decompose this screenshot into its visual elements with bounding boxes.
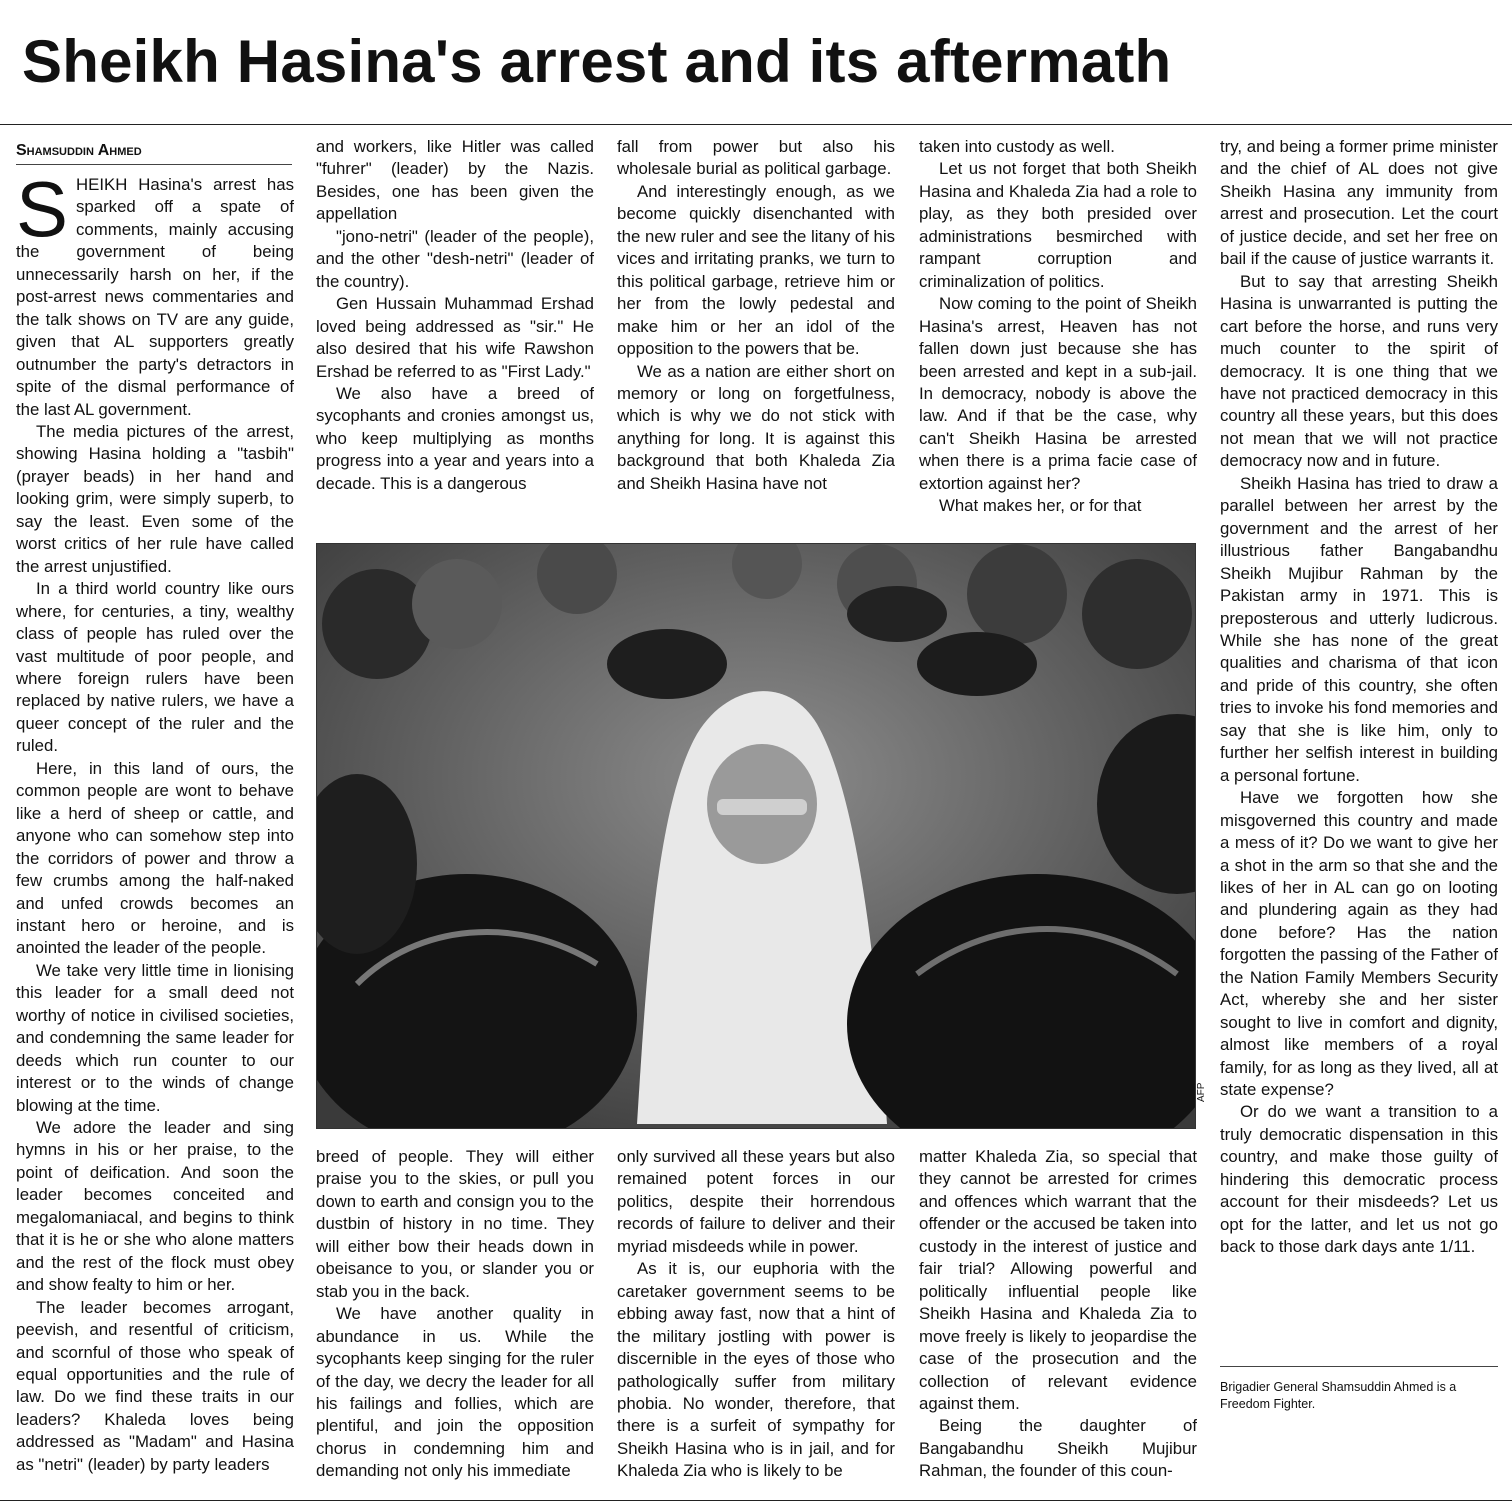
paragraph: Sheikh Hasina has tried to draw a parallel between her arrest by the government and the arrest of her illustrious father Bangabandhu Sheikh Mujibur Rahman by the Pakistan army in 1971. This is preposterous and utterly ludicrous. While she has none of the great qualities and charisma of that icon and pride of this country, she often tries to invoke his fond memories and say that she is like him, only to further her selfish interest in building a personal fortune.: [1220, 473, 1498, 785]
column-5: [1220, 136, 1498, 1358]
paragraph: matter Khaleda Zia, so special that they cannot be arrested for crimes and offences which warrant that the offender or the accused be taken into custody in the interest of justice and fair trial? Allowing powerful and politically influential people like Sheikh Hasina and Khaleda Zia to move freely is likely to jeopardise the case of the prosecution and the collection of relevant evidence against them.: [919, 1147, 1197, 1413]
paragraph: Being the daughter of Bangabandhu Sheikh Mujibur Rahman, the founder of this coun-: [919, 1416, 1197, 1481]
column-4-top: [919, 136, 1197, 520]
headline: Sheikh Hasina's arrest and its aftermath: [22, 28, 1172, 95]
paragraph: The media pictures of the arrest, showing Hasina holding a "tasbih" (prayer beads) in her hand and looking grim, were simply superb, to say the least. Even some of the worst critics of her rule have called the arrest unjustified.: [16, 421, 294, 576]
bottom-rule: [0, 1500, 1512, 1501]
column-2-bottom: [316, 1146, 594, 1486]
paragraph: In a third world country like ours where, for centuries, a tiny, wealthy class of people has ruled over the vast multitude of poor people, and where foreign rulers have been replaced by native rulers, we have a queer concept of the ruler and the ruled.: [16, 579, 294, 756]
paragraph: We also have a breed of sycophants and cronies amongst us, who keep multiplying as months progress into a year and years into a decade. This is a dangerous: [316, 383, 594, 493]
dropcap: S: [16, 174, 69, 253]
paragraph: "jono-netri" (leader of the people), and the other "desh-netri" (leader of the country).: [316, 226, 594, 291]
byline: Shamsuddin Ahmed: [16, 140, 292, 165]
paragraph: As it is, our euphoria with the caretaker government seems to be ebbing away fast, now that a hint of the military jostling with power is discernible in the eyes of those who pathologically suffer from military phobia. No wonder, therefore, that there is a surfeit of sympathy for Sheikh Hasina who is in jail, and for Khaleda Zia who is likely to be: [617, 1259, 895, 1481]
paragraph: fall from power but also his wholesale burial as political garbage.: [617, 137, 895, 179]
paragraph: Have we forgotten how she misgoverned this country and made a mess of it? Do we want to give her a shot in the arm so that she and the likes of her in AL can go on looting and plundering again as they had done before? Has the nation forgotten the passing of the Father of the Nation Family Members Security Act, whereby she and her sister sought to live in comfort and dignity, almost like members of a royal family, for as long as they lived, all at state expense?: [1220, 788, 1498, 1100]
paragraph: Here, in this land of ours, the common people are wont to behave like a herd of sheep or cattle, and anyone who can somehow step into the corridors of power and throw a few crumbs among the half-naked and unfed crowds becomes an instant hero or heroine, and is anointed the leader of the people.: [16, 758, 294, 958]
author-bio: Brigadier General Shamsuddin Ahmed is a Freedom Fighter.: [1220, 1366, 1498, 1413]
paragraph: We as a nation are either short on memory or long on forgetfulness, which is why we do not stick with anything for long. It is against this background that both Khaleda Zia and Sheikh Hasina have not: [617, 361, 895, 493]
column-4-bottom: [919, 1146, 1197, 1486]
paragraph: breed of people. They will either praise you to the skies, or pull you down to earth and consign you to the dustbin of history in no time. They will either bow their heads down in obeisance to you, or slander you or stab you in the back.: [316, 1147, 594, 1301]
paragraph: We take very little time in lionising this leader for a small deed not worthy of notice in civilised societies, and condemning the same leader for deeds which run counter to our interest or to the winds of change blowing at the time.: [16, 960, 294, 1115]
paragraph: try, and being a former prime minister and the chief of AL does not give Sheikh Hasina any immunity from arrest and prosecution. Let the court of justice decide, and set her free on bail if the cause of justice warrants it.: [1220, 137, 1498, 269]
column-2-top: [316, 136, 594, 520]
paragraph: SHEIKH Hasina's arrest has sparked off a spate of comments, mainly accusing the government of being unnecessarily harsh on her, if the post-arrest news commentaries and the talk shows on TV are any guide, given that AL supporters greatly outnumber the party's detractors in spite of the dismal performance of the last AL government.: [16, 174, 294, 419]
paragraph: Or do we want a transition to a truly democratic dispensation in this country, and make those guilty of hindering this democratic process account for their misdeeds? Let us opt for the latter, and let us not go back to those dark days ante 1/11.: [1220, 1102, 1498, 1257]
photo-credit: AFP: [1196, 1082, 1207, 1102]
column-1: [16, 174, 294, 1484]
paragraph: only survived all these years but also remained potent forces in our politics, despite their horrendous records of failure to deliver and their myriad misdeeds while in power.: [617, 1147, 895, 1256]
paragraph: And interestingly enough, as we become quickly disenchanted with the new ruler and see the litany of his vices and irritating pranks, we turn to this political garbage, retrieve him or her from the lowly pedestal and make him or her an idol of the opposition to the powers that be.: [617, 181, 895, 359]
paragraph: What makes her, or for that: [939, 496, 1142, 516]
paragraph: Gen Hussain Muhammad Ershad loved being addressed as "sir." He also desired that his wife Rawshon Ershad be referred to as "First Lady.": [316, 294, 594, 381]
column-3-bottom: [617, 1146, 895, 1486]
top-rule: [0, 124, 1512, 125]
paragraph: We adore the leader and sing hymns in his or her praise, to the point of deification. And soon the leader becomes conceited and megalomaniacal, and begins to think that it is he or she who alone matters and the rest of the flock must obey and show fealty to him or her.: [16, 1118, 294, 1295]
column-3-top: [617, 136, 895, 520]
paragraph: The leader becomes arrogant, peevish, and resentful of criticism, and scornful of those who speak of equal opportunities and the rule of law. Do we find these traits in our leaders? Khaleda loves being addressed as "Madam" and Hasina as "netri" (leader) by party leaders: [16, 1297, 294, 1474]
paragraph: We have another quality in abundance in us. While the sycophants keep singing for the ruler of the day, we decry the leader for all his failings and follies, which are plentiful, and join the opposition chorus in condemning him and demanding not only his immediate: [316, 1304, 594, 1481]
paragraph: Now coming to the point of Sheikh Hasina's arrest, Heaven has not fallen down just because she has been arrested and kept in a sub-jail. In democracy, nobody is above the law. And if that be the case, why can't Sheikh Hasina be arrested when there is a prima facie case of extortion against her?: [919, 294, 1197, 493]
paragraph: and workers, like Hitler was called "fuhrer" (leader) by the Nazis. Besides, one has been given the appellation: [316, 137, 594, 224]
paragraph: But to say that arresting Sheikh Hasina is unwarranted is putting the cart before the horse, and runs very much counter to the spirit of democracy. It is one thing that we have not practiced democracy in this country all these years, but this does not mean that we will not practice democracy now and in future.: [1220, 271, 1498, 471]
paragraph: taken into custody as well.: [919, 137, 1115, 156]
arrest-photo-illustration: [317, 544, 1195, 1128]
news-photo: [316, 543, 1196, 1129]
paragraph: Let us not forget that both Sheikh Hasina and Khaleda Zia had a role to play, as they both presided over administrations besmirched with rampant corruption and criminalization of politics.: [919, 159, 1197, 291]
